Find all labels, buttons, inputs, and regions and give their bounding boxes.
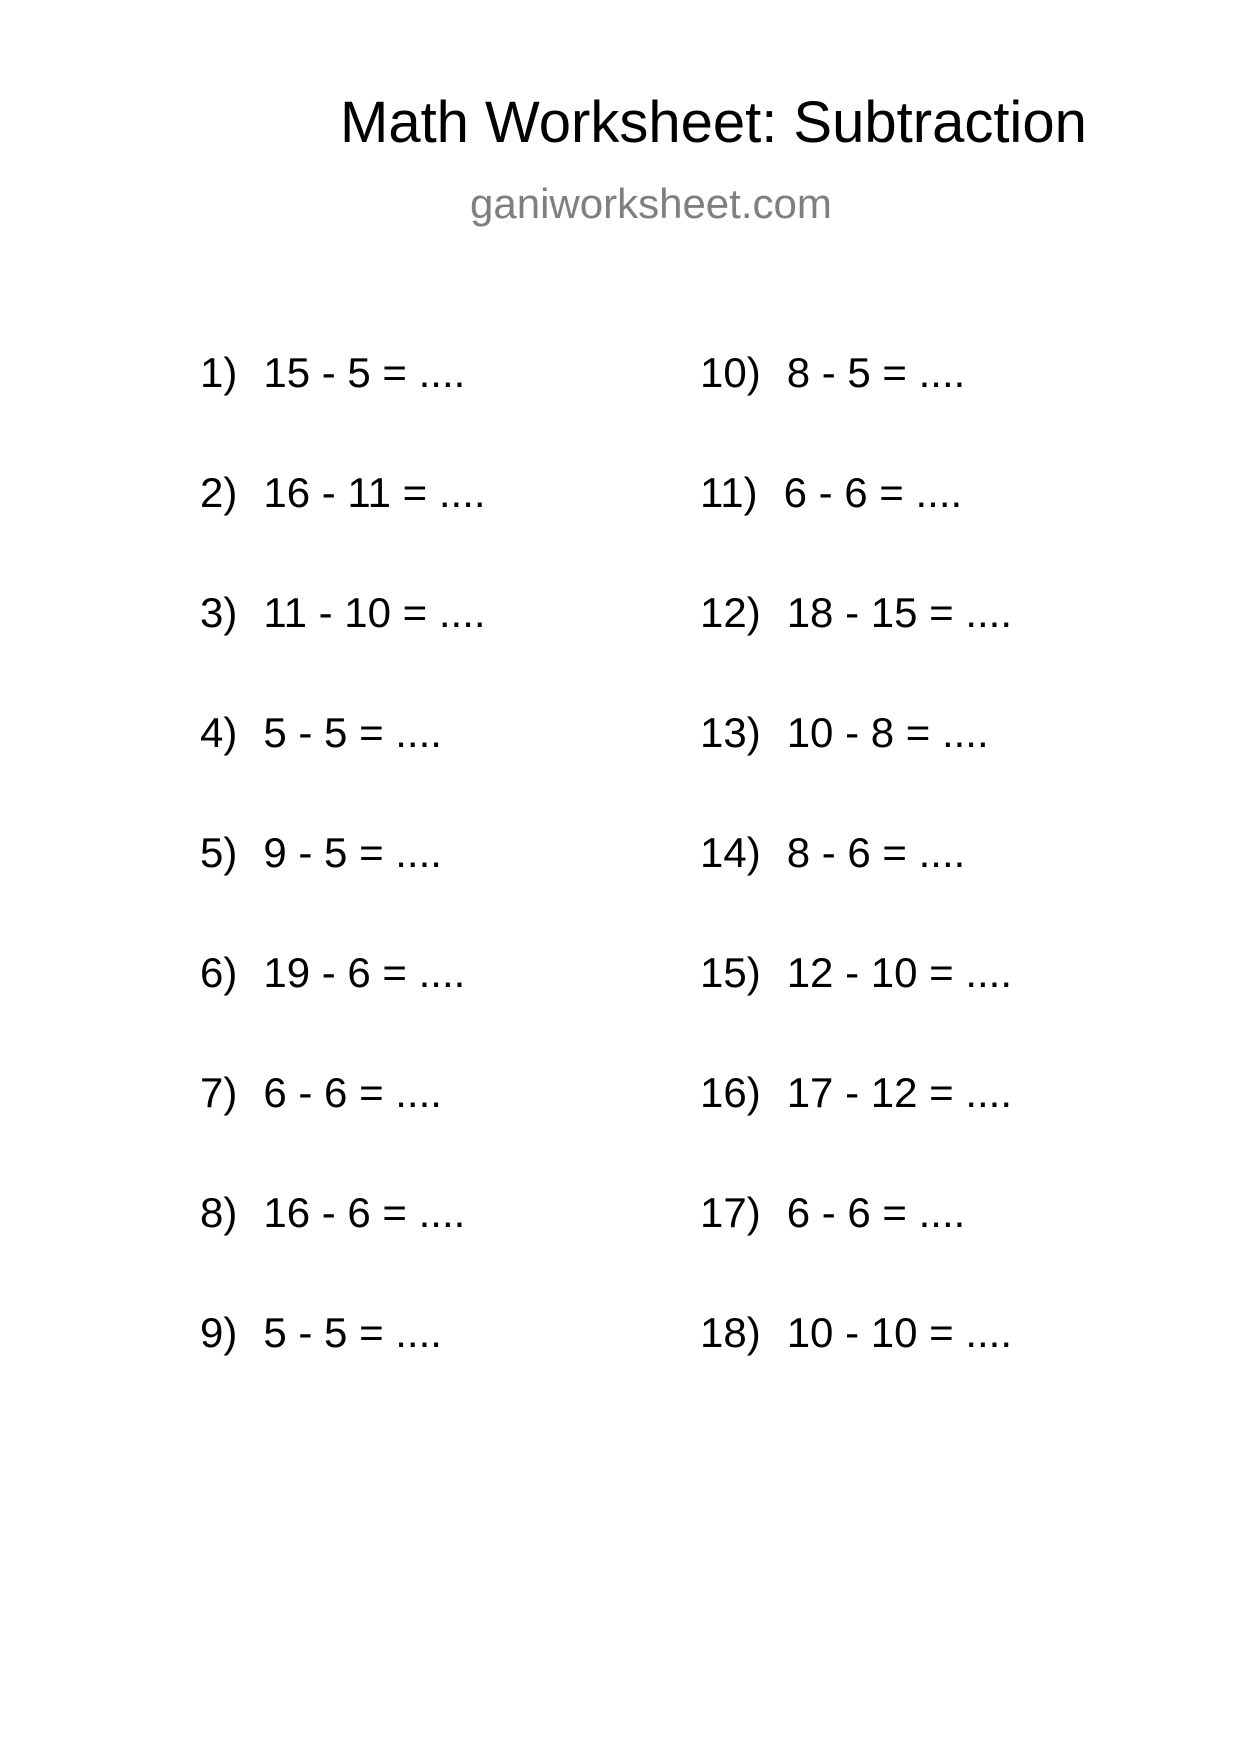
problem-expression: 18 - 15 = .... (786, 589, 1013, 636)
problem-expression: 9 - 5 = .... (263, 829, 442, 876)
problem-expression: 19 - 6 = .... (263, 949, 466, 996)
problem-number: 16) (700, 1069, 761, 1116)
problem-item (200, 589, 486, 712)
problem-item (200, 349, 486, 472)
problem-expression: 12 - 10 = .... (786, 949, 1013, 996)
problem-expression: 15 - 5 = .... (263, 349, 466, 396)
problem-expression: 10 - 8 = .... (786, 709, 989, 756)
problem-expression: 5 - 5 = .... (263, 709, 442, 756)
problem-expression: 11 - 10 = .... (263, 589, 486, 636)
problem-number: 2) (200, 469, 238, 516)
problem-expression: 17 - 12 = .... (786, 1069, 1013, 1116)
problem-expression: 16 - 6 = .... (263, 1189, 466, 1236)
problem-expression: 5 - 5 = .... (263, 1309, 442, 1356)
problem-number: 18) (700, 1309, 761, 1356)
problem-item (200, 709, 486, 832)
problem-number: 12) (700, 589, 761, 636)
problem-item (200, 1069, 486, 1192)
problem-number: 17) (700, 1189, 761, 1236)
problem-item (700, 1189, 1012, 1312)
problem-column-left (200, 349, 486, 1432)
problem-number: 11) (700, 469, 758, 516)
problem-number: 5) (200, 829, 238, 876)
problem-number: 13) (700, 709, 761, 756)
problem-expression: 8 - 6 = .... (786, 829, 966, 876)
problem-item (200, 469, 486, 592)
problem-item (200, 1309, 486, 1432)
problem-item (700, 949, 1013, 1072)
problem-item (700, 709, 1012, 832)
problem-item (200, 949, 486, 1072)
problem-number: 6) (200, 949, 238, 996)
problem-number: 15) (700, 949, 761, 996)
problem-expression: 8 - 5 = .... (786, 349, 966, 396)
problem-expression: 16 - 11 = .... (263, 469, 486, 516)
problem-number: 4) (200, 709, 238, 756)
problem-item (700, 589, 1013, 712)
problem-number: 9) (200, 1309, 238, 1356)
problem-expression: 6 - 6 = .... (263, 1069, 442, 1116)
problem-expression: 6 - 6 = .... (783, 469, 963, 516)
problem-expression: 10 - 10 = .... (786, 1309, 1013, 1356)
problem-item (700, 469, 1012, 592)
problem-item (700, 1069, 1013, 1192)
website-label: ganiworksheet.com (470, 180, 832, 227)
problem-number: 8) (200, 1189, 238, 1236)
problem-item (200, 1189, 486, 1312)
problem-column-right (700, 349, 1013, 1432)
problem-number: 3) (200, 589, 238, 636)
problem-item (700, 349, 1012, 472)
problem-expression: 6 - 6 = .... (786, 1189, 966, 1236)
problem-number: 7) (200, 1069, 238, 1116)
problem-item (200, 829, 486, 952)
problem-item (700, 829, 1012, 952)
worksheet-title: Math Worksheet: Subtraction (340, 90, 1087, 155)
problem-number: 1) (200, 349, 238, 396)
problem-item (700, 1309, 1013, 1432)
problem-number: 14) (700, 829, 761, 876)
problem-number: 10) (700, 349, 761, 396)
